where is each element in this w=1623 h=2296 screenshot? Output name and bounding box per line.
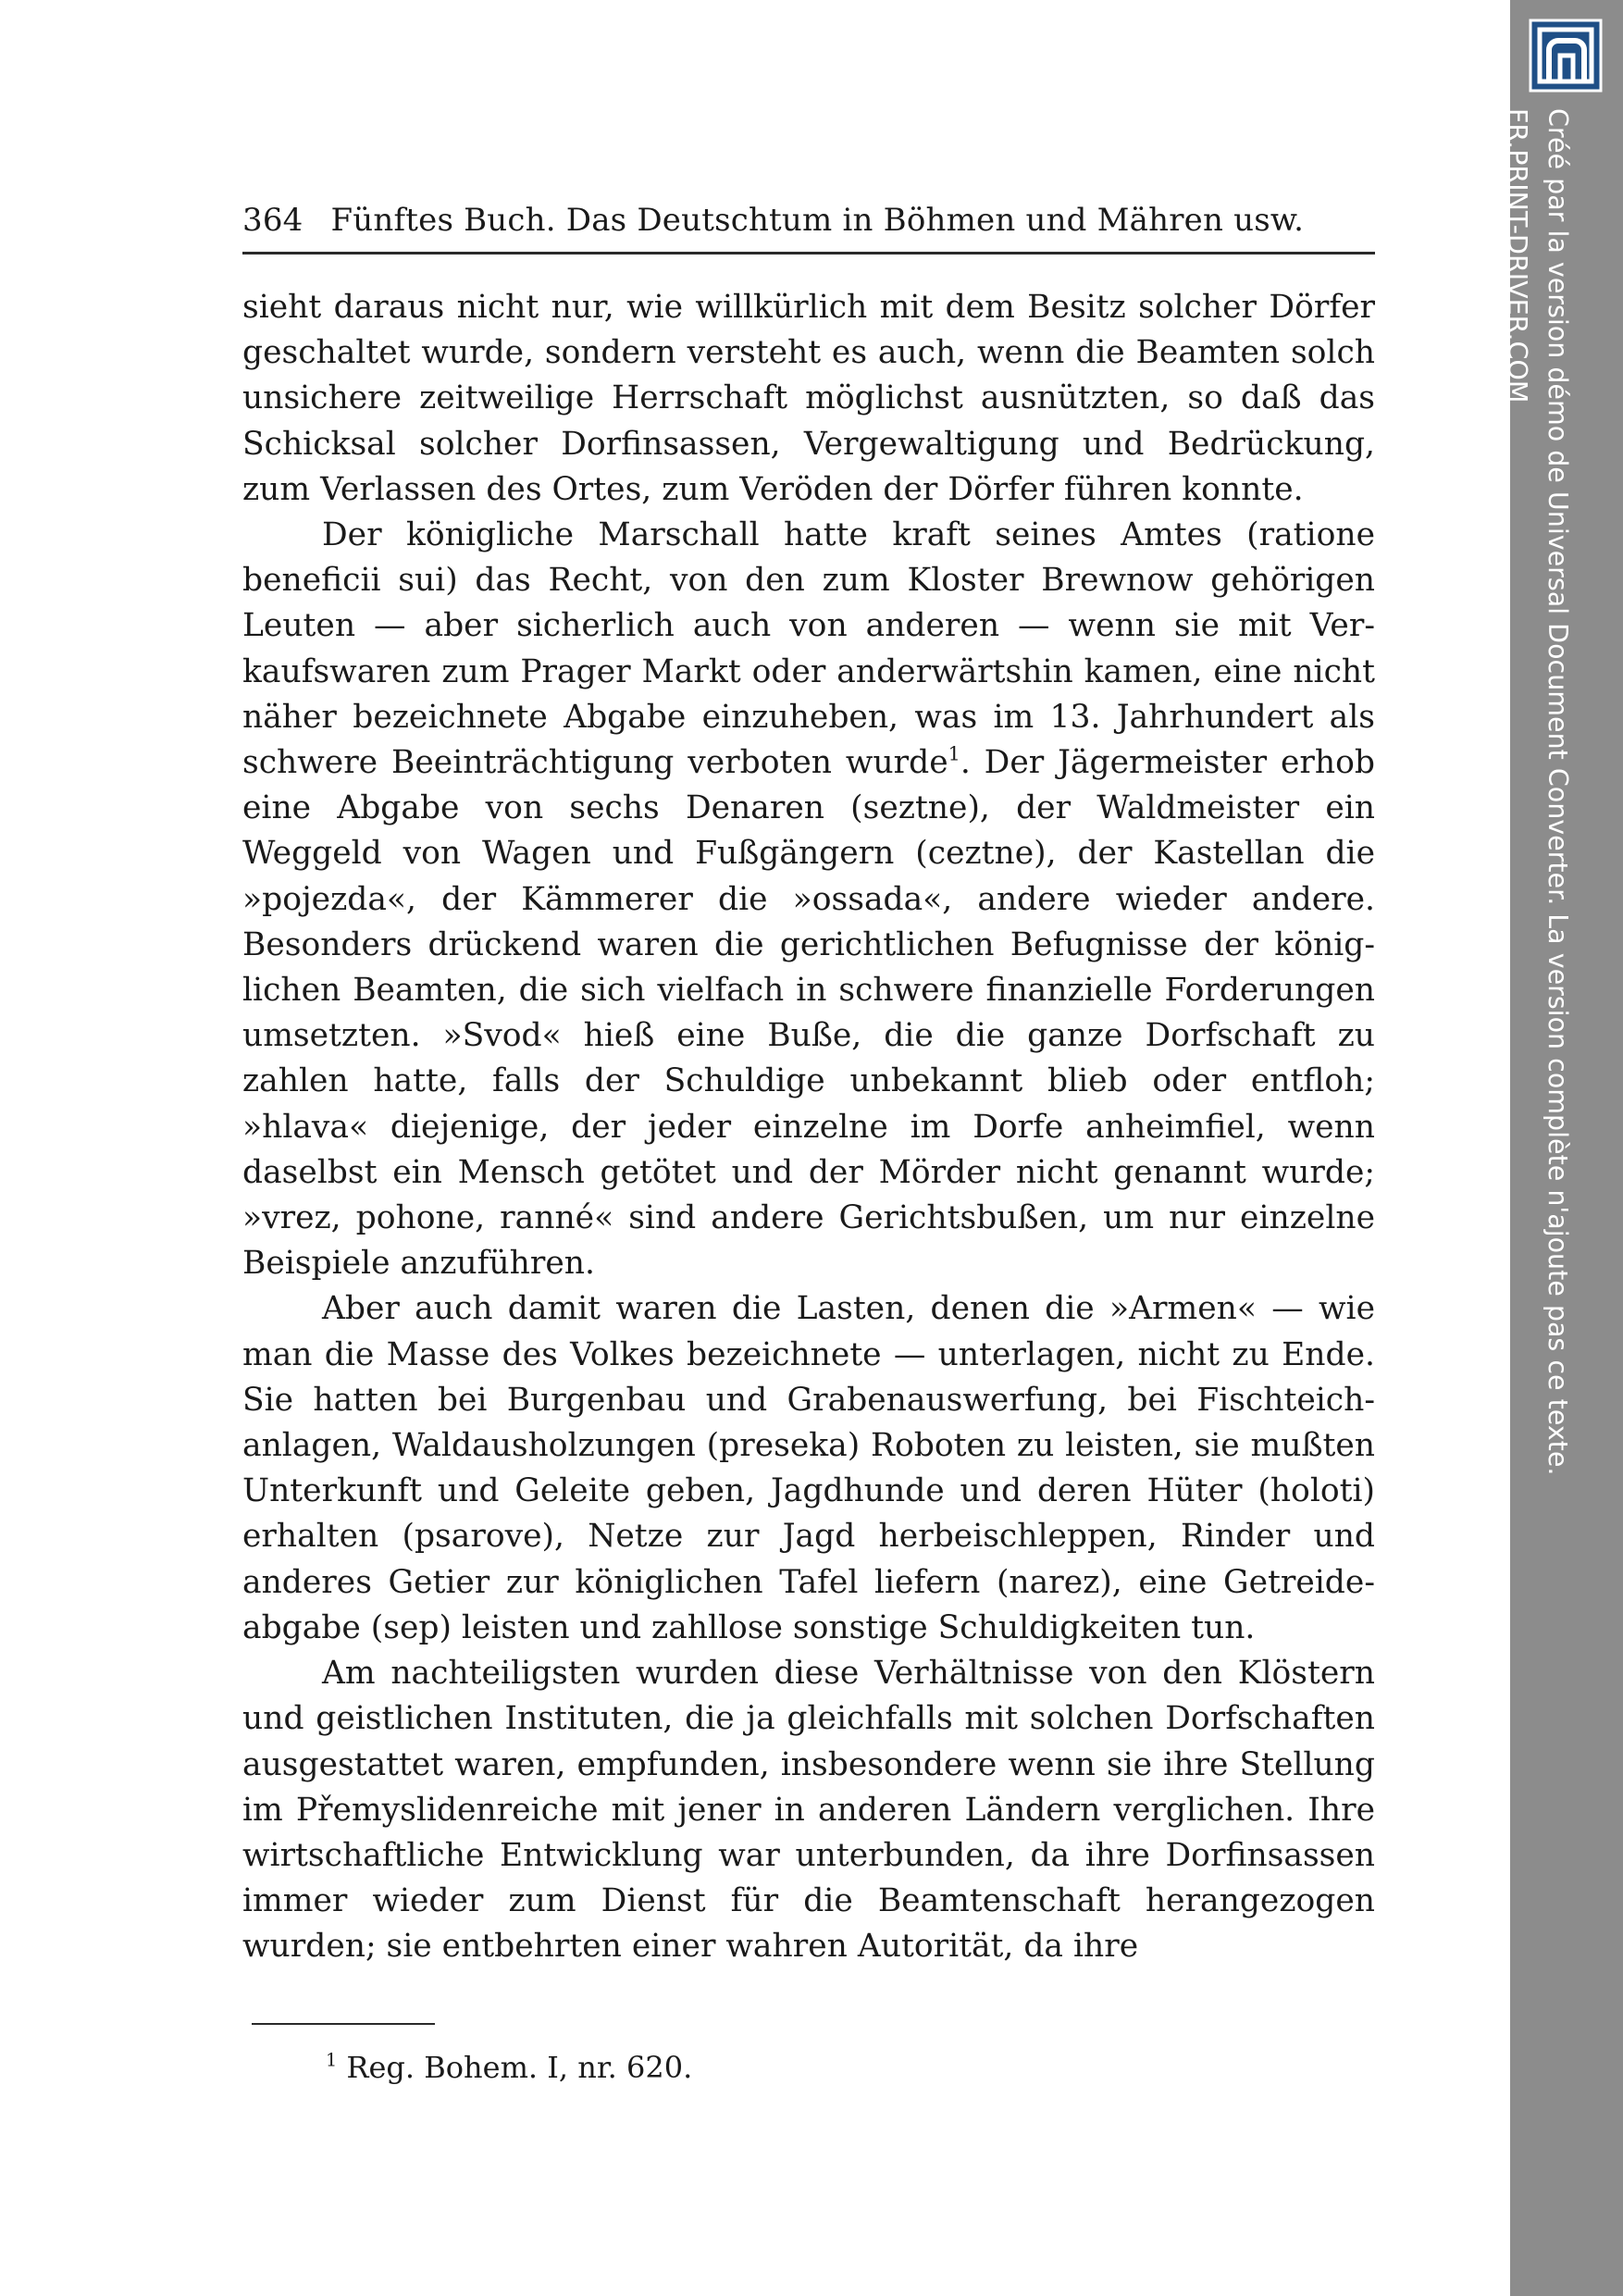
footnote-reference: 1 bbox=[948, 742, 960, 765]
footnote-rule bbox=[252, 2023, 435, 2025]
paragraph-4: Am nachteiligsten wurden diese Verhältnisse von den Klöstern und geistlichen Instituten, die ja gleichfalls mit solchen Dorfschaften ausgestattet waren, empfunden, insbesondere wenn sie ihre Stellung im Přemyslidenreiche mit jener in anderen Ländern verglichen. Ihre wirtschaftliche Entwicklung war unterbunden, da ihre Dorfinsassen immer wieder zum Dienst für die Beamtenschaft herangezogen wurden; sie entbehrten einer wahren Autorität, da ihre bbox=[242, 1655, 1375, 1966]
footnote bbox=[326, 2049, 692, 2086]
watermark-line-1: Créé par la version démo de Universal Document Converter. La version complète n'ajoute pas ce texte. bbox=[1542, 108, 1573, 1476]
running-title: Fünftes Buch. Das Deutschtum in Böhmen und Mähren usw. bbox=[330, 202, 1305, 239]
watermark-sidebar bbox=[1502, 0, 1623, 2296]
header-rule bbox=[242, 252, 1375, 254]
running-header bbox=[242, 202, 1375, 239]
paragraph-2 bbox=[242, 513, 1375, 1286]
body-text bbox=[242, 285, 1375, 1970]
paragraph-3: Aber auch damit waren die Lasten, denen die »Armen« — wie man die Masse des Volkes bezeichnete — unterlagen, nicht zu Ende. Sie hatten bei Burgenbau und Grabenauswerfung, bei Fischteichanlagen, Waldausholzungen (preseka) Roboten zu leisten, sie mußten Unterkunft und Geleite geben, Jagdhunde und deren Hüter (holoti) erhalten (psarove), Netze zur Jagd herbeischleppen, Rinder und anderes Getier zur königlichen Tafel liefern (narez), eine Getreideabgabe (sep) leisten und zahllose sonstige Schuldigkeiten tun. bbox=[242, 1290, 1375, 1646]
page-number: 364 bbox=[242, 202, 304, 239]
footnote-marker: 1 bbox=[326, 2049, 338, 2071]
footnote-text: Reg. Bohem. I, nr. 620. bbox=[337, 2050, 693, 2085]
paragraph-1: sieht daraus nicht nur, wie willkürlich mit dem Besitz solcher Dörfer geschaltet wurde, sondern versteht es auch, wenn die Beamten solch unsichere zeitweilige Herrschaft möglichst ausnützten, so daß das Schicksal solcher Dorfinsassen, Vergewaltigung und Bedrückung, zum Verlassen des Ortes, zum Veröden der Dörfer führen konnte. bbox=[242, 289, 1375, 508]
printer-logo-icon bbox=[1529, 19, 1603, 93]
watermark-line-2: FR.PRINT-DRIVER.COM bbox=[1502, 108, 1532, 403]
paragraph-2-text-before-note: Der königliche Marschall hatte kraft seines Amtes (ratione beneficii sui) das Recht, von den zum Kloster Brewnow gehörigen Leuten — aber sicherlich auch von anderen — wenn sie mit Verkaufswaren zum Prager Markt oder anderwärtshin kamen, eine nicht näher bezeichnete Abgabe einzuheben, was im 13. Jahrhundert als schwere Beeinträchtigung verboten wurde bbox=[242, 516, 1375, 782]
watermark-text bbox=[1499, 108, 1575, 1475]
paragraph-2-text-after-note: . Der Jägermeister erhob eine Abgabe von sechs Denaren (seztne), der Waldmeister ein Weggeld von Wagen und Fußgängern (ceztne), der Kastellan die »pojezda«, der Kämmerer die »ossada«, andere wieder andere. Besonders drückend waren die gerichtlichen Befugnisse der königlichen Beamten, die sich vielfach in schwere finanzielle Forderungen umsetzten. »Svod« hieß eine Buße, die die ganze Dorfschaft zu zahlen hatte, falls der Schuldige unbekannt blieb oder entfloh; »hlava« diejenige, der jeder einzelne im Dorfe anheimfiel, wenn daselbst ein Mensch getötet und der Mörder nicht genannt wurde; »vrez, pohone, ranné« sind andere Gerichtsbußen, um nur einzelne Beispiele anzuführen. bbox=[242, 744, 1375, 1283]
